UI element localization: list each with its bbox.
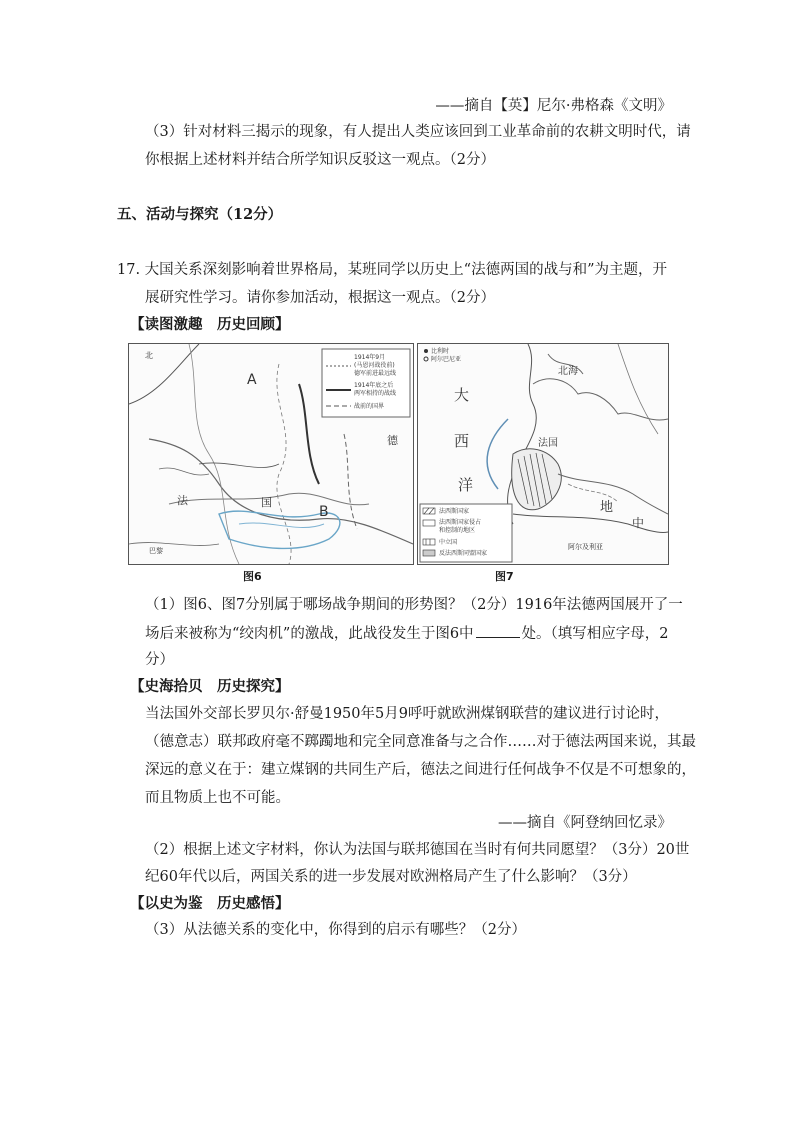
map6-legend-text1: 1914年9月 — [354, 354, 386, 361]
map7-label-north-sea: 北海 — [558, 366, 578, 377]
q16-part3-line2: 你根据上述材料并结合所学知识反驳这一观点。（2分） — [145, 152, 495, 168]
q17-part2-line2: 纪60年代以后，两国关系的进一步发展对欧洲格局产生了什么影响？（3分） — [145, 869, 637, 885]
map7-label-di: 地 — [600, 500, 614, 515]
q17-part1-line3: 分） — [145, 652, 174, 668]
q17-intro-line2: 展研究性学习。请你参加活动，根据这一观点。（2分） — [145, 290, 495, 306]
q17-part1-line2-tail: 处。（填写相应字母，2 — [521, 626, 669, 642]
map6-legend-text5: 两军相持的战线 — [354, 390, 397, 397]
q17-part1-line2 — [145, 623, 669, 644]
map6-legend-text2: (马恩河战役前) — [354, 362, 395, 369]
q16-part3-line1: （3）针对材料三揭示的现象，有人提出人类应该回到工业革命前的农耕文明时代，请 — [145, 124, 691, 140]
map7-label-algeria: 阿尔及利亚 — [568, 543, 603, 551]
material-line1: 当法国外交部长罗贝尔·舒曼1950年5月9呼吁就欧洲煤钢联营的建议进行讨论时， — [145, 706, 669, 722]
heading-map-review: 【读图激趣 历史回顾】 — [130, 316, 290, 333]
q17-part3: （3）从法德关系的变化中，你得到的启示有哪些？（2分） — [145, 922, 526, 938]
maps-figure — [125, 340, 670, 585]
map7-label-france: 法国 — [538, 438, 558, 449]
map6-legend-text4: 1914年底之后 — [354, 382, 394, 389]
map-figure-6 — [128, 343, 414, 565]
q17-part1-line1: （1）图6、图7分别属于哪场战争期间的形势图？（2分）1916年法德两国展开了一 — [145, 597, 683, 613]
map7-label-yang: 洋 — [458, 476, 474, 494]
heading-history-inquiry: 【史海拾贝 历史探究】 — [130, 678, 290, 695]
map7-caption: 图7 — [495, 570, 514, 583]
map7-legend-text1: 法西斯国家 — [439, 508, 470, 515]
map6-label-north: 北 — [145, 351, 153, 360]
material-line3: 深远的意义在于：建立煤钢的共同生产后，德法之间进行任何战争不仅是不可想象的， — [145, 762, 696, 778]
map7-legend-text2: 法西斯国家侵占 — [439, 519, 482, 526]
map7-legend-albania: 阿尔巴尼亚 — [431, 356, 462, 363]
map6-label-de: 德 — [387, 434, 398, 447]
material-line2: （德意志）联邦政府毫不踯躅地和完全同意准备与之合作……对于德法两国来说，其最 — [145, 734, 696, 750]
map6-label-guo: 国 — [261, 496, 272, 509]
answer-blank[interactable] — [476, 623, 520, 638]
material-line4: 而且物质上也不可能。 — [145, 790, 290, 806]
map7-label-xi: 西 — [454, 432, 470, 450]
map7-legend-text4: 中立国 — [439, 539, 458, 546]
map7-legend-text3: 和控制的地区 — [439, 527, 476, 534]
map6-label-fa: 法 — [177, 494, 188, 507]
q17-part1-line2-text: 场后来被称为“绞肉机”的激战，此战役发生于图6中 — [145, 626, 474, 642]
section-title-activity: 五、活动与探究（12分） — [117, 206, 283, 223]
source-citation-adenauer: ——摘自《阿登纳回忆录》 — [498, 815, 672, 831]
map7-label-da: 大 — [454, 386, 470, 404]
map6-legend-text6: 战前的国界 — [354, 403, 385, 410]
map6-label-b: B — [319, 504, 329, 520]
map6-legend-text3: 德军前进最远线 — [354, 370, 397, 377]
map7-label-zhong: 中 — [632, 516, 645, 530]
map7-legend-text5: 反法西斯同盟国家 — [439, 550, 488, 557]
map-figure-7 — [417, 343, 669, 565]
source-citation-wenming: ——摘自【英】尼尔·弗格森《文明》 — [435, 98, 672, 114]
map6-label-paris: 巴黎 — [149, 547, 163, 555]
map7-legend-belgium: 比利时 — [431, 348, 450, 355]
map6-caption: 图6 — [243, 570, 262, 583]
map6-label-a: A — [247, 372, 257, 388]
map6-drawing — [129, 344, 413, 564]
heading-history-lesson: 【以史为鉴 历史感悟】 — [130, 895, 290, 912]
q17-intro-line1: 17. 大国关系深刻影响着世界格局，某班同学以历史上“法德两国的战与和”为主题，开 — [117, 262, 667, 278]
q17-part2-line1: （2）根据上述文字材料，你认为法国与联邦德国在当时有何共同愿望？（3分）20世 — [145, 842, 690, 858]
